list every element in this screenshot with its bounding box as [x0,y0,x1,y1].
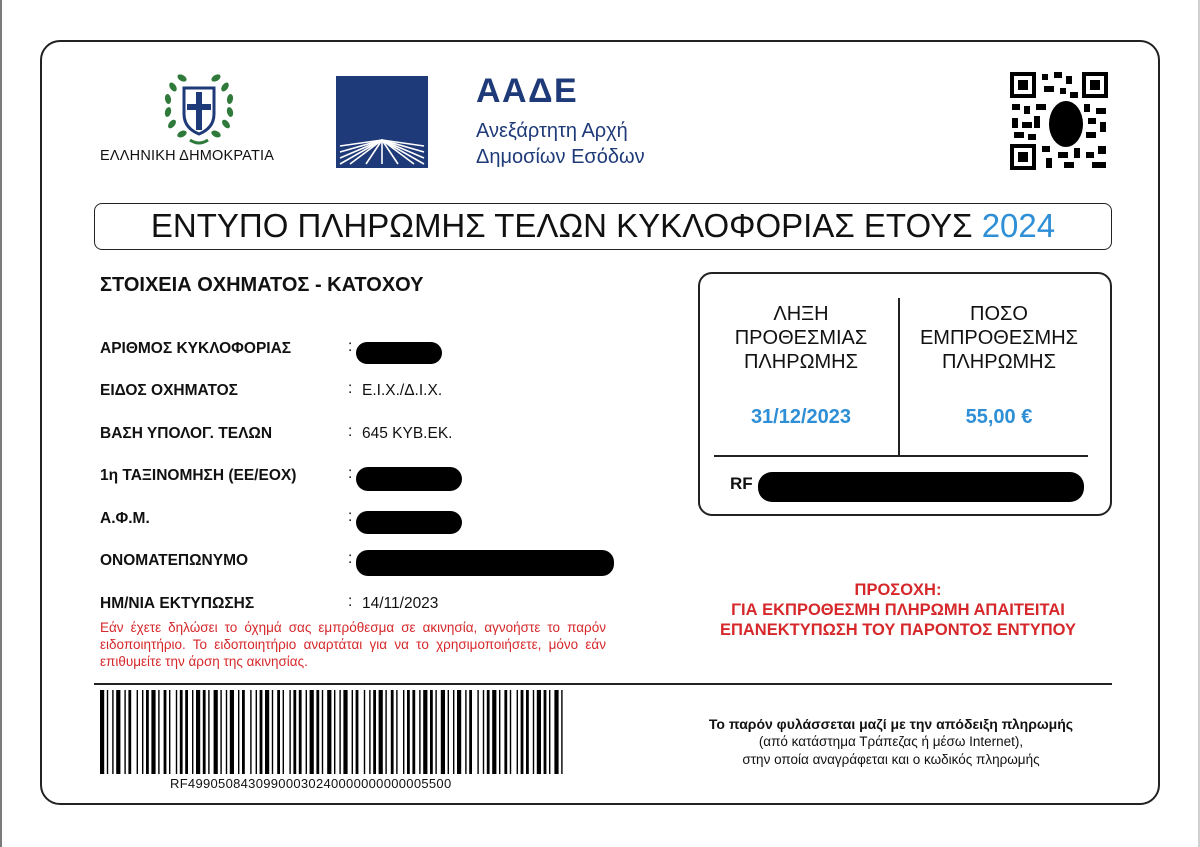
warning-line3: ΕΠΑΝΕΚΤΥΠΩΣΗ ΤΟΥ ΠΑΡΟΝΤΟΣ ΕΝΤΥΠΟΥ [719,621,1077,639]
field-colon: : [348,508,353,525]
deadline-label: ΛΗΞΗ ΠΡΟΘΕΣΜΙΑΣ ΠΛΗΡΩΜΗΣ [734,303,868,373]
aade-subtitle-line2: Δημοσίων Εσόδων [476,146,645,168]
amount-value: 55,00 € [965,406,1033,428]
aade-logo-icon [336,76,428,168]
payment-box [698,272,1112,516]
page-edge-left [0,0,2,847]
field-colon: : [348,550,353,567]
barcode-icon [98,690,570,774]
field-colon: : [348,338,353,355]
field-colon: : [348,380,353,397]
receipt-note-line3: στην οποία αναγράφεται και ο κωδικός πληρωμής [742,752,1040,767]
section-separator [94,683,1112,685]
field-label-first-registration: 1η ΤΑΞΙΝΟΜΗΣΗ (ΕΕ/ΕΟΧ) [100,467,297,484]
late-payment-warning [658,580,1138,640]
field-label-registration: ΑΡΙΘΜΟΣ ΚΥΚΛΟΦΟΡΙΑΣ [100,340,292,357]
redacted-payment-code [758,472,1084,502]
qr-code-icon[interactable] [1008,70,1110,172]
form-title-year: 2024 [981,207,1056,244]
deadline-value: 31/12/2023 [750,406,852,428]
redacted-registration [356,342,442,364]
form-title [94,203,1112,250]
warning-line2: ΓΙΑ ΕΚΠΡΟΘΕΣΜΗ ΠΛΗΡΩΜΗ ΑΠΑΙΤΕΙΤΑΙ [731,601,1065,619]
field-label-tax-id: Α.Φ.Μ. [100,510,150,527]
field-colon: : [348,465,353,482]
field-colon: : [348,593,353,610]
field-value-tax-base: 645 ΚΥΒ.ΕΚ. [362,425,453,442]
aade-brand-name: ΑΑΔΕ [476,72,579,110]
vehicle-owner-heading: ΣΤΟΙΧΕΙΑ ΟΧΗΜΑΤΟΣ - ΚΑΤΟΧΟΥ [100,274,424,296]
field-label-vehicle-type: ΕΙΔΟΣ ΟΧΗΜΑΤΟΣ [100,382,238,399]
government-label: ΕΛΛΗΝΙΚΗ ΔΗΜΟΚΡΑΤΙΑ [100,148,275,164]
payment-box-divider-horizontal [714,455,1088,457]
redacted-tax-id [356,511,462,534]
field-label-full-name: ΟΝΟΜΑΤΕΠΩΝΥΜΟ [100,552,249,569]
form-title-text: ΕΝΤΥΠΟ ΠΛΗΡΩΜΗΣ ΤΕΛΩΝ ΚΥΚΛΟΦΟΡΙΑΣ ΕΤΟΥΣ [150,207,973,244]
field-label-tax-base: ΒΑΣΗ ΥΠΟΛΟΓ. ΤΕΛΩΝ [100,425,273,442]
field-value-vehicle-type: Ε.Ι.Χ./Δ.Ι.Χ. [362,382,443,399]
payment-code-prefix: RF [730,474,753,493]
redacted-full-name [356,550,614,576]
payment-form-card [40,40,1160,805]
inactivity-note: Εάν έχετε δηλώσει το όχημά σας εμπρόθεσμα σε ακινησία, αγνοήστε το παρόν ειδοποιητήριο. Το ειδοποιητήριο αναρτάται για να το χρησιμοποιήσετε, μόνο εάν επιθυμείτε την άρση της ακινησίας. [100,620,606,669]
field-label-print-date: ΗΜ/ΝΙΑ ΕΚΤΥΠΩΣΗΣ [100,595,255,612]
warning-line1: ΠΡΟΣΟΧΗ: [854,581,942,599]
receipt-note [648,715,1134,769]
greek-coat-of-arms-icon [160,68,238,148]
aade-subtitle-line1: Ανεξάρτητη Αρχή [476,120,628,142]
barcode-number: RF49905084309900030240000000000005500 [170,776,452,791]
payment-box-divider-vertical [898,298,900,456]
redacted-first-registration [356,467,462,491]
receipt-note-line1: Το παρόν φυλάσσεται μαζί με την απόδειξη πληρωμής [708,716,1074,732]
amount-label: ΠΟΣΟ ΕΜΠΡΟΘΕΣΜΗΣ ΠΛΗΡΩΜΗΣ [919,303,1079,373]
field-colon: : [348,423,353,440]
field-value-print-date: 14/11/2023 [362,595,439,612]
receipt-note-line2: (από κατάστημα Τράπεζας ή μέσω Internet), [758,734,1024,749]
